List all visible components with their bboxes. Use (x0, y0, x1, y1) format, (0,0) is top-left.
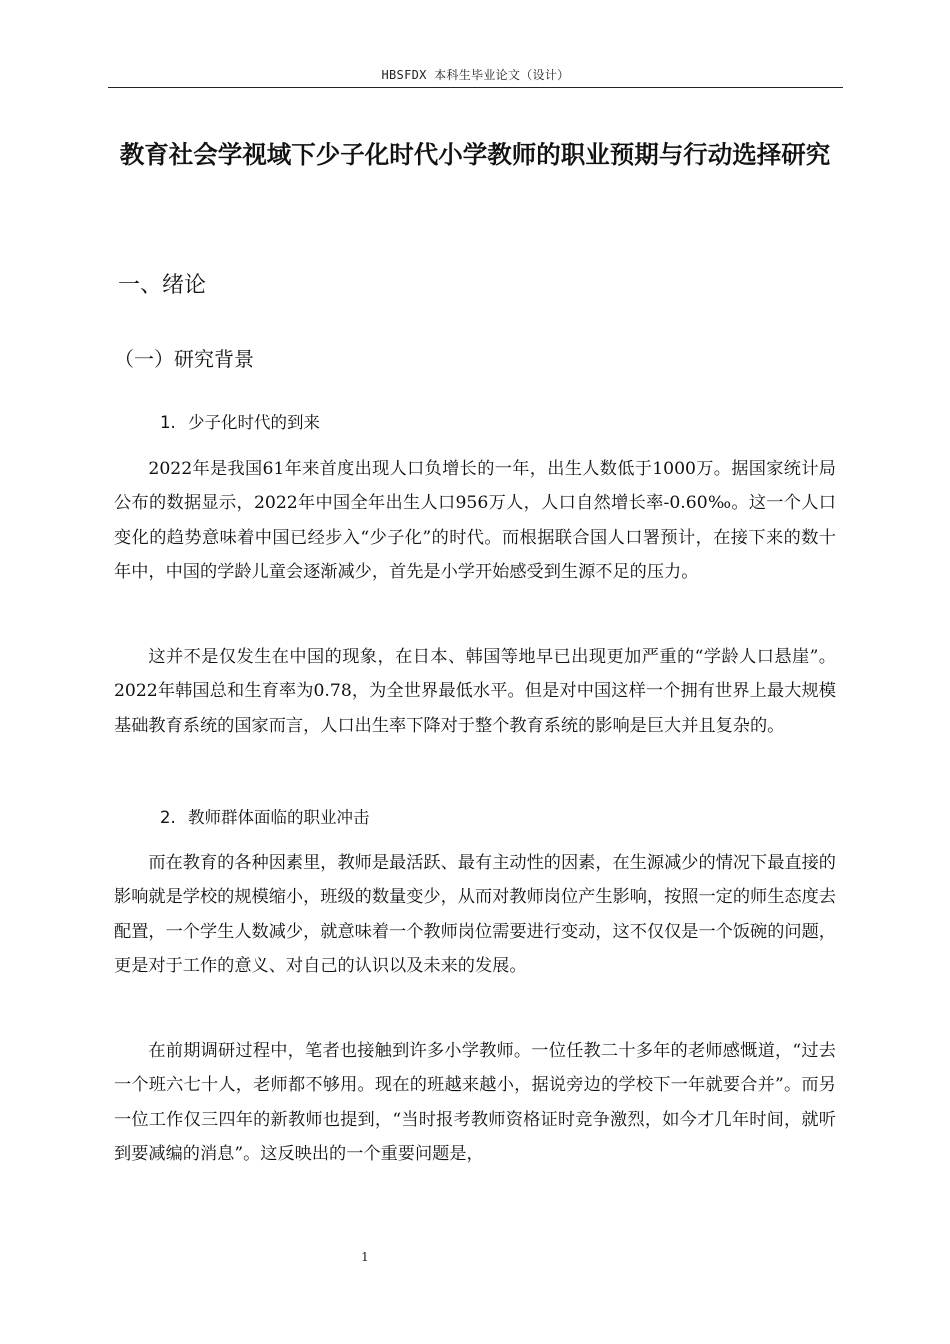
running-header: HBSFDX 本科生毕业论文（设计） (381, 68, 570, 82)
chapter-heading: 一、绪论 (118, 273, 207, 298)
body-paragraph: 2022年是我国61年来首度出现人口负增长的一年，出生人数低于1000万。据国家统计局公布的数据显示，2022年中国全年出生人口956万人，人口自然增长率-0.60‰。这一个人口变化的趋势意味着中国已经步入“少子化”的时代。而根据联合国人口署预计，在接下来的数十年中，中国的学龄儿童会逐渐减少，首先是小学开始感受到生源不足的压力。 (114, 459, 836, 582)
header-rule (108, 87, 843, 88)
body-paragraph: 这并不是仅发生在中国的现象，在日本、韩国等地早已出现更加严重的“学龄人口悬崖”。2022年韩国总和生育率为0.78，为全世界最低水平。但是对中国这样一个拥有世界上最大规模基础教育系统的国家而言，人口出生率下降对于整个教育系统的影响是巨大并且复杂的。 (114, 647, 836, 736)
body-paragraph: 而在教育的各种因素里，教师是最活跃、最有主动性的因素，在生源减少的情况下最直接的影响就是学校的规模缩小，班级的数量变少，从而对教师岗位产生影响，按照一定的师生态度去配置，一个学生人数减少，就意味着一个教师岗位需要进行变动，这不仅仅是一个饭碗的问题，更是对于工作的意义、对自己的认识以及未来的发展。 (114, 853, 836, 976)
subsection-title: 少子化时代的到来 (188, 413, 320, 432)
subsection-title: 教师群体面临的职业冲击 (188, 808, 370, 827)
subsection-heading-1 (160, 409, 320, 433)
page-number: 1 (361, 1250, 369, 1264)
section-heading: （一）研究背景 (114, 347, 254, 371)
subsection-heading-2 (160, 804, 370, 828)
subsection-number: 2. (160, 808, 176, 827)
paper-title: 教育社会学视域下少子化时代小学教师的职业预期与行动选择研究 (119, 140, 831, 169)
subsection-number: 1. (160, 413, 176, 432)
body-paragraph: 在前期调研过程中，笔者也接触到许多小学教师。一位任教二十多年的老师感慨道，“过去一个班六七十人，老师都不够用。现在的班越来越小，据说旁边的学校下一年就要合并”。而另一位工作仅三四年的新教师也提到，“当时报考教师资格证时竞争激烈，如今才几年时间，就听到要减编的消息”。这反映出的一个重要问题是， (114, 1041, 836, 1164)
